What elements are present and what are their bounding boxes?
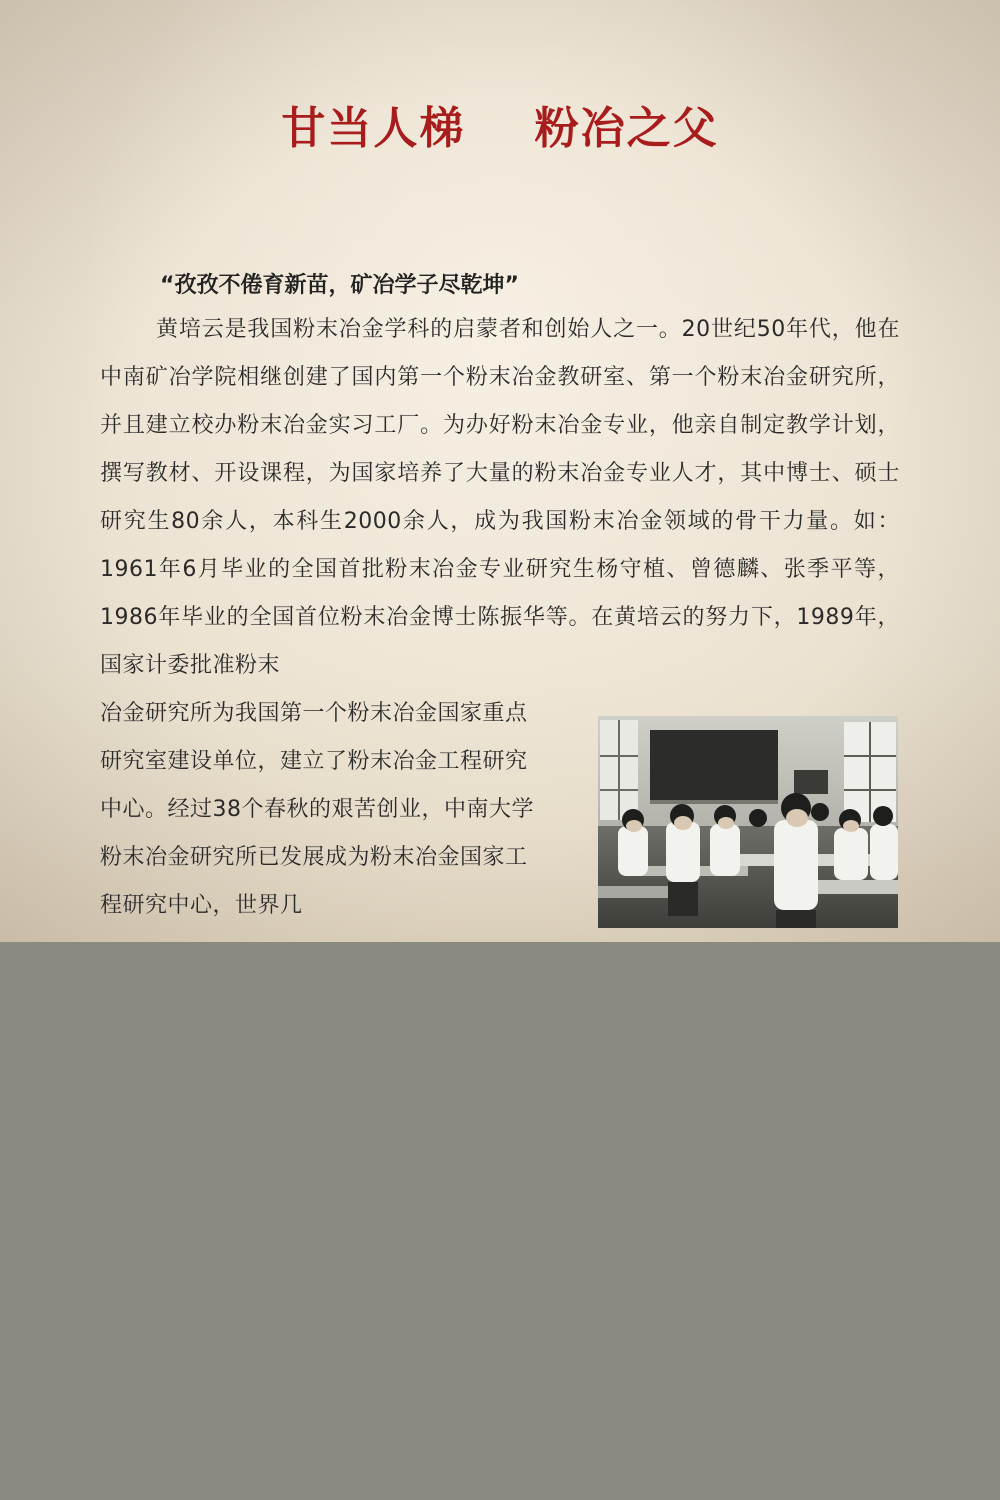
lower-gray-panel (0, 942, 1000, 1500)
body-paragraph-main: 黄培云是我国粉末冶金学科的启蒙者和创始人之一。20世纪50年代，他在中南矿冶学院相继创建了国内第一个粉末冶金教研室、第一个粉末冶金研究所，并且建立校办粉末冶金实习工厂。为办好粉末冶金专业，他亲自制定教学计划，撰写教材、开设课程，为国家培养了大量的粉末冶金专业人才，其中博士、硕士研究生80余人，本科生2000余人，成为我国粉末冶金领域的骨干力量。如：1961年6月毕业的全国首批粉末冶金专业研究生杨守植、曾德麟、张季平等，1986年毕业的全国首位粉末冶金博士陈振华等。在黄培云的努力下，1989年，国家计委批准粉末 (100, 317, 900, 678)
body-paragraph-side: 冶金研究所为我国第一个粉末冶金国家重点研究室建设单位，建立了粉末冶金工程研究中心。经过38个春秋的艰苦创业，中南大学粉末冶金研究所已发展成为粉末冶金国家工程研究中心，世界几 (100, 701, 534, 918)
page-title: 甘当人梯 粉冶之父 (281, 103, 719, 154)
classroom-photo (598, 716, 898, 928)
subtitle-quote: “孜孜不倦育新苗，矿冶学子尽乾坤” (160, 273, 519, 298)
